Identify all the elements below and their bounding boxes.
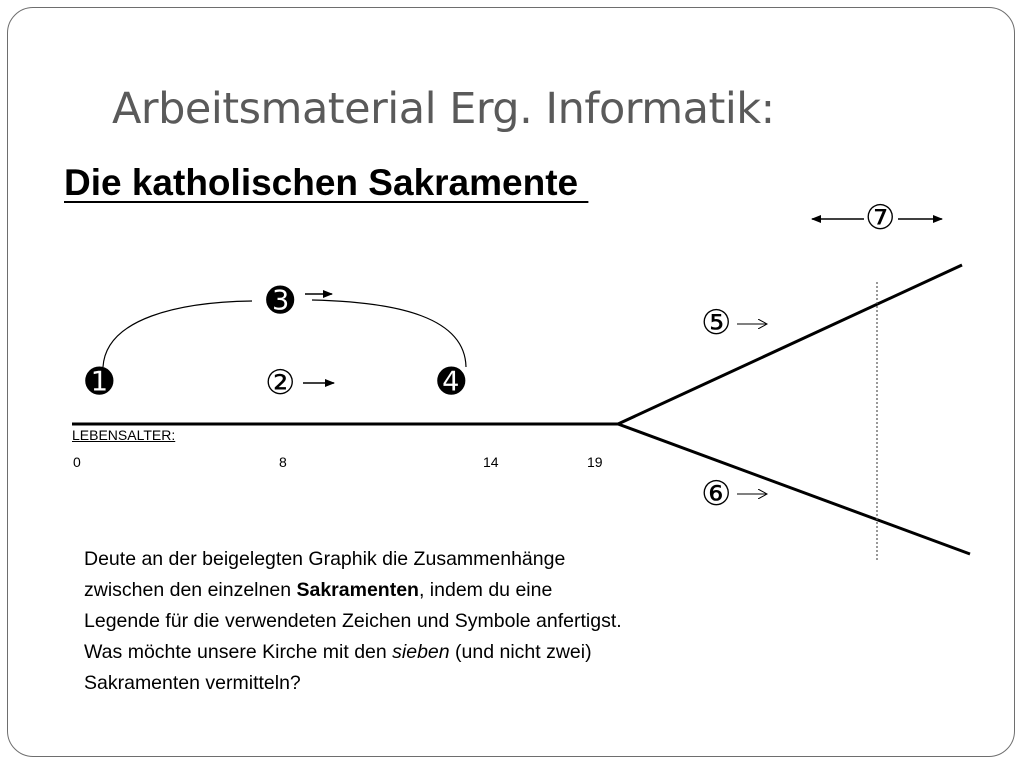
instructions-text — [84, 544, 824, 699]
lower-branch-line — [618, 424, 970, 554]
instructions-line-2-post: , indem du eine — [418, 579, 553, 601]
instructions-line-2-pre: zwischen den einzelnen — [84, 579, 297, 601]
sacrament-symbol-3: ➌ — [266, 281, 295, 321]
sacrament-symbol-4: ➍ — [437, 362, 466, 402]
slide-subtitle: Die katholischen Sakramente — [64, 162, 589, 203]
instructions-line-5: Sakramenten vermitteln? — [84, 672, 301, 694]
connecting-arc-right — [312, 300, 466, 367]
instructions-line-1: Deute an der beigelegten Graphik die Zusammenhänge — [84, 548, 566, 570]
instructions-line-4-post: (und nicht zwei) — [449, 641, 592, 663]
age-tick-14: 14 — [483, 454, 499, 470]
sacrament-symbol-6: ⑥ — [701, 474, 732, 514]
sacrament-symbol-1: ➊ — [85, 362, 114, 402]
instructions-bold-word: Sakramenten — [296, 579, 419, 601]
slide-title: Arbeitsmaterial Erg. Informatik: — [112, 84, 775, 134]
connecting-arc-left — [103, 301, 252, 367]
instructions-line-3: Legende für die verwendeten Zeichen und Symbole anfertigst. — [84, 610, 622, 632]
upper-branch-line — [618, 265, 962, 424]
age-axis-label: LEBENSALTER: — [72, 427, 176, 443]
instructions-line-4 — [84, 637, 824, 668]
age-tick-8: 8 — [279, 454, 287, 470]
sacrament-symbol-7: ⑦ — [865, 198, 896, 238]
instructions-italic-word: sieben — [392, 641, 450, 663]
instructions-line-4-pre: Was möchte unsere Kirche mit den — [84, 641, 393, 663]
age-tick-19: 19 — [587, 454, 603, 470]
age-tick-0: 0 — [73, 454, 81, 470]
sacrament-symbol-5: ⑤ — [701, 303, 732, 343]
sacrament-symbol-2: ② — [265, 363, 296, 403]
instructions-line-2 — [84, 575, 824, 606]
